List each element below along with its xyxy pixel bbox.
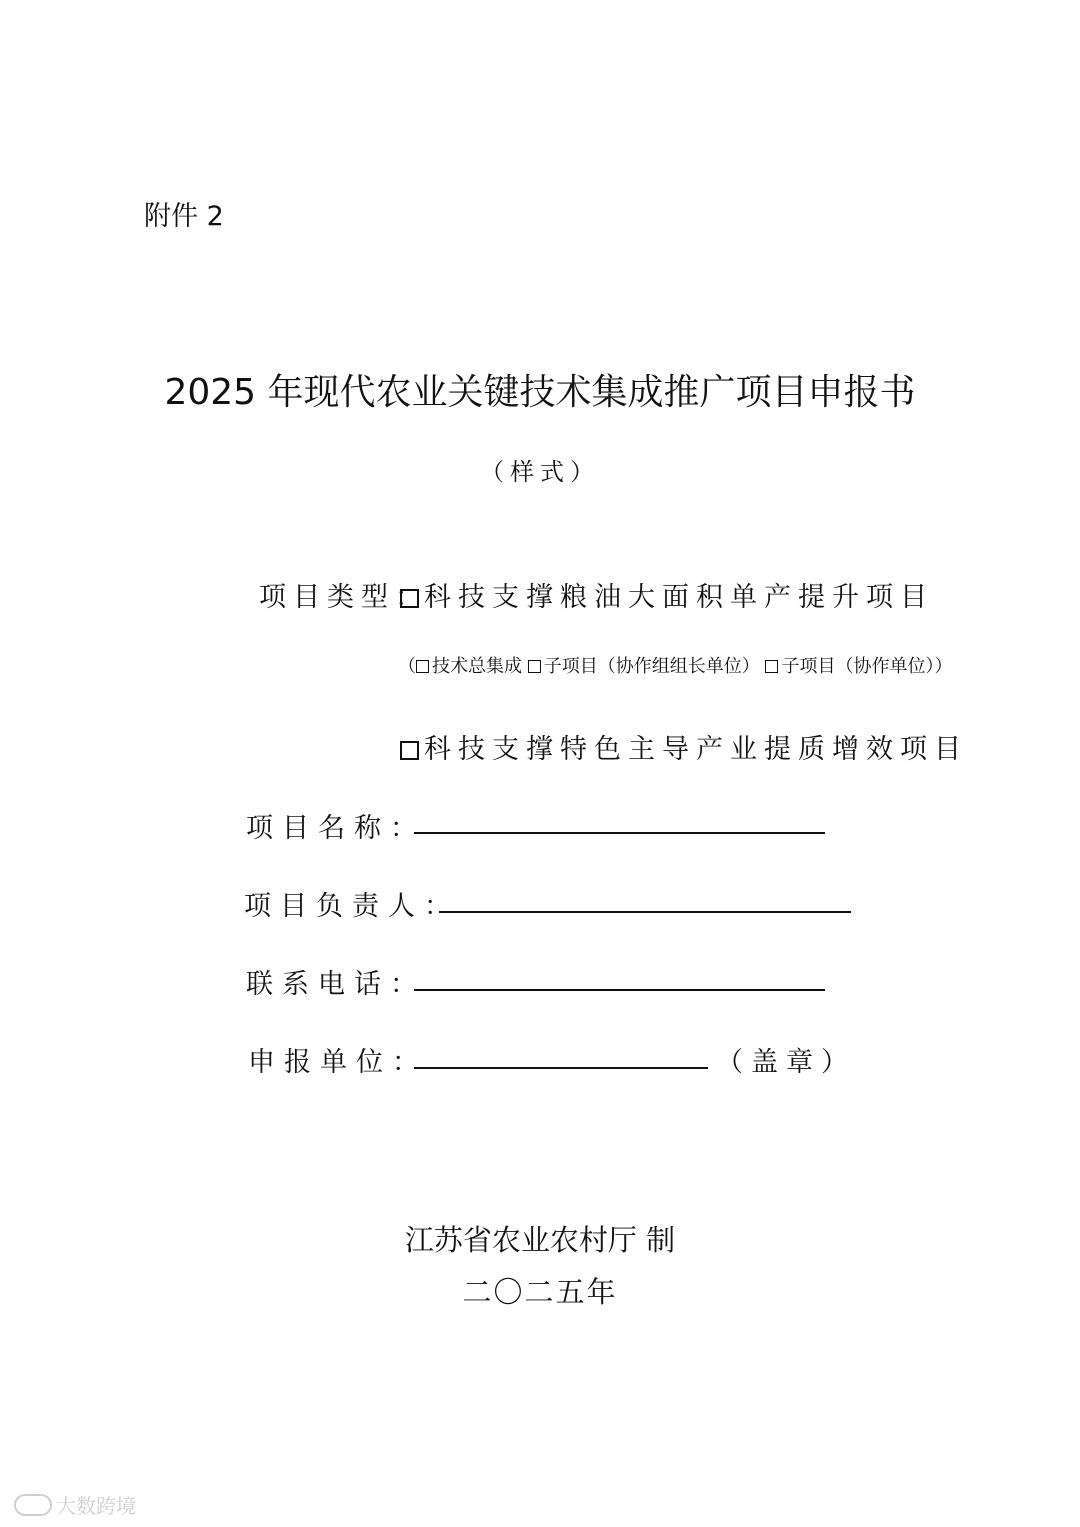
applicant-unit-label: 申报单位： — [248, 1047, 428, 1078]
project-type-option-grain[interactable] — [400, 575, 934, 614]
attachment-label: 附件 2 — [144, 201, 224, 232]
watermark-text: 大数跨境 — [56, 1494, 136, 1518]
stamp-note: （盖章） — [716, 1047, 856, 1078]
option-specialty-label: 科技支撑特色主导产业提质增效项目 — [424, 734, 968, 765]
issuer: 江苏省农业农村厅 制 — [404, 1223, 676, 1257]
checkbox-subproject-leader[interactable] — [528, 660, 541, 673]
applicant-unit-field[interactable] — [414, 1067, 708, 1069]
contact-phone-label: 联系电话： — [246, 969, 426, 1000]
checkbox-grain[interactable] — [400, 589, 419, 608]
checkbox-tech-integration[interactable] — [416, 660, 429, 673]
sub-option-tech-integration: 技术总集成 — [432, 656, 522, 677]
issue-year: 二〇二五年 — [462, 1275, 618, 1309]
watermark-logo-icon — [14, 1494, 52, 1516]
sub-close-paren: ） — [934, 656, 953, 677]
project-name-field[interactable] — [414, 832, 825, 834]
project-name-label: 项目名称： — [246, 813, 426, 844]
checkbox-specialty[interactable] — [400, 741, 419, 760]
sub-option-subproject-partner: 子项目（协作单位） — [781, 656, 935, 677]
option-grain-label: 科技支撑粮油大面积单产提升项目 — [424, 582, 934, 613]
sub-option-subproject-leader: 子项目（协作组组长单位） — [543, 656, 760, 677]
document-subtitle: （样式） — [480, 458, 600, 486]
document-title: 2025 年现代农业关键技术集成推广项目申报书 — [164, 372, 916, 413]
project-type-option-specialty[interactable] — [400, 727, 968, 766]
project-leader-label: 项目负责人： — [244, 891, 460, 922]
sub-open-paren: （ — [398, 656, 416, 677]
project-type-label: 项目类型： — [259, 582, 429, 613]
contact-phone-field[interactable] — [414, 989, 825, 991]
checkbox-subproject-partner[interactable] — [765, 660, 778, 673]
sub-options — [398, 652, 952, 678]
project-leader-field[interactable] — [439, 911, 851, 913]
watermark — [14, 1490, 136, 1519]
